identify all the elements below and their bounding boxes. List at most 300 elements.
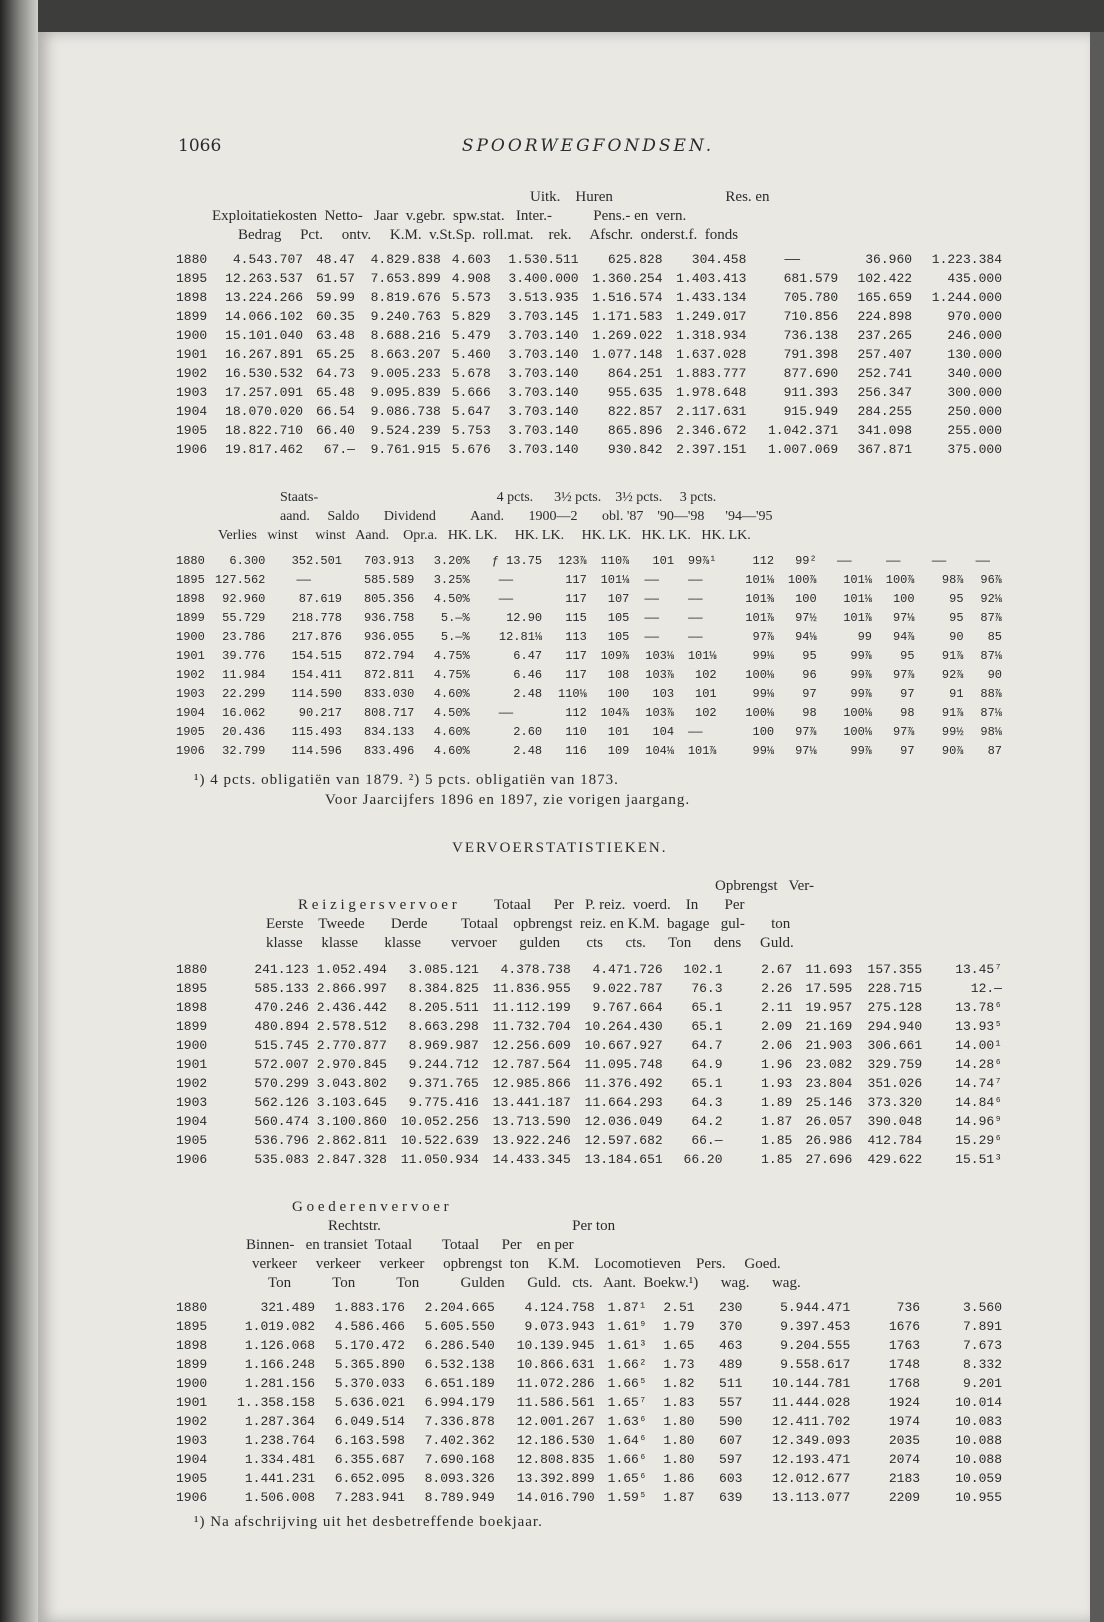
table-cell: 64.9 (691, 1057, 723, 1072)
table-cell: 2.11 (761, 1000, 793, 1015)
table-cell: 16.530.532 (225, 366, 304, 381)
table-cell: 97⅛ (892, 610, 915, 625)
table-cell: 4.586.466 (334, 1319, 405, 1334)
table-cell: 10.059 (955, 1471, 1002, 1486)
page-number: 1066 (178, 136, 222, 156)
table-cell: 15.51³ (955, 1152, 1002, 1167)
table-cell: 955.635 (607, 385, 663, 400)
table-cell: 13.441.187 (492, 1095, 571, 1110)
table-cell: 710.856 (783, 309, 839, 324)
table-cell: 8.205.511 (408, 1000, 479, 1015)
table-cell: 98 (802, 705, 817, 720)
table-cell: 92.960 (222, 591, 266, 606)
table-cell: 21.169 (805, 1019, 853, 1034)
table-cell: 1.281.156 (244, 1376, 316, 1391)
table-cell: 7.653.899 (370, 271, 441, 286)
table-cell: 9.204.555 (780, 1338, 851, 1353)
table-cell: 3.513.935 (508, 290, 579, 305)
table-cell: 97 (900, 686, 915, 701)
year-cell: 1895 (176, 572, 205, 587)
table-cell: 19.817.462 (225, 442, 304, 457)
table-cell: 834.133 (363, 724, 415, 739)
table-row (176, 1131, 1002, 1150)
table-cell: 105 (607, 610, 630, 625)
table4-header-line4: verkeer verkeer verkeer opbrengst ton K.M. Locomotieven Pers. Goed. (252, 1256, 781, 1272)
table-cell: 936.055 (363, 629, 415, 644)
year-cell: 1903 (176, 1095, 208, 1110)
year-cell: 1900 (176, 629, 205, 644)
table-cell: 97⅞ (892, 667, 915, 682)
table-row (176, 589, 1002, 608)
table-cell: 23.082 (805, 1057, 853, 1072)
table-cell: 48.47 (315, 252, 355, 267)
table-cell: 1768 (888, 1376, 921, 1391)
table-cell: 99⅞¹ (687, 553, 717, 568)
table-cell: 16.062 (222, 705, 266, 720)
table-cell: 9.767.664 (592, 1000, 663, 1015)
table-cell: 94⅛ (795, 629, 817, 644)
table-cell: 1.360.254 (592, 271, 663, 286)
table-cell: 105 (607, 629, 630, 644)
table-cell: 1.516.574 (592, 290, 663, 305)
table-cell: 1.506.008 (244, 1490, 316, 1505)
table-cell: 1763 (888, 1338, 921, 1353)
table-cell: 489 (719, 1357, 743, 1372)
table-cell: 736.138 (783, 328, 839, 343)
table-cell: 4.50% (433, 705, 470, 720)
table-row (176, 998, 1002, 1017)
table-cell: 572.007 (254, 1057, 309, 1072)
table-cell: 351.026 (867, 1076, 923, 1091)
table-cell: 4.543.707 (232, 252, 304, 267)
table-row (176, 1150, 1002, 1169)
table-cell: 1.318.934 (676, 328, 747, 343)
year-cell: 1905 (176, 724, 205, 739)
table-cell: 99⅛ (752, 648, 775, 663)
table-cell: 9.095.839 (370, 385, 441, 400)
table-cell: 109⅞ (600, 648, 630, 663)
table-cell: 11.984 (222, 667, 266, 682)
table-cell: 1.441.231 (244, 1471, 316, 1486)
table-cell: 791.398 (783, 347, 839, 362)
table-cell: 435.000 (947, 271, 1002, 286)
table-cell: 470.246 (254, 1000, 309, 1015)
table-cell: 3.560 (962, 1300, 1002, 1315)
table-cell: 911.393 (783, 385, 839, 400)
table-cell: 11.664.293 (584, 1095, 663, 1110)
table2-header-line3: Verlies winst winst Aand. Opr.a. HK. LK. HK. LK. HK. LK. HK. LK. HK. LK. (218, 528, 751, 543)
table-cell: 2.866.997 (316, 981, 387, 996)
table-cell: 10.088 (955, 1433, 1002, 1448)
table-cell: 5.944.471 (780, 1300, 851, 1315)
year-cell: 1895 (176, 1319, 208, 1334)
table-cell: 4.378.738 (500, 962, 571, 977)
table-cell: 154.515 (291, 648, 343, 663)
table-row (176, 1112, 1002, 1131)
table-cell: 110 (565, 724, 587, 739)
table-cell: 7.402.362 (424, 1433, 495, 1448)
table-cell: 110⅞ (600, 553, 630, 568)
table-cell: 375.000 (947, 442, 1002, 457)
table-cell: 18.822.710 (225, 423, 304, 438)
table-cell: 5.753 (451, 423, 491, 438)
table-cell: 1.334.481 (244, 1452, 316, 1467)
table-cell: 91⅞ (941, 648, 964, 663)
table-cell: 3.703.140 (508, 347, 579, 362)
table-cell: 17.595 (805, 981, 853, 996)
table-cell: 66.— (691, 1133, 723, 1148)
table-cell: 65.1 (691, 1076, 723, 1091)
table-cell: 1.403.413 (676, 271, 747, 286)
table-cell: 12.012.677 (772, 1471, 851, 1486)
table-cell: 87⅞ (980, 610, 1002, 625)
table-cell: 61.57 (315, 271, 355, 286)
table-cell: 100⅛ (843, 705, 873, 720)
table-cell: 101⅛ (843, 591, 873, 606)
table-cell: 65.48 (315, 385, 355, 400)
table-cell: 2.862.811 (316, 1133, 387, 1148)
table-cell: 1.93 (761, 1076, 793, 1091)
table-row (176, 1355, 1002, 1374)
table-cell: 19.957 (805, 1000, 853, 1015)
table-cell: 20.436 (222, 724, 266, 739)
table-cell: —— (644, 591, 659, 606)
table-row (176, 383, 1002, 402)
table-cell: 14.28⁶ (955, 1057, 1002, 1072)
table-cell: 230 (719, 1300, 743, 1315)
table-cell: 1.052.494 (316, 962, 387, 977)
table-cell: 11.836.955 (492, 981, 571, 996)
table-cell: 101⅛ (600, 572, 630, 587)
book-binding-edge (0, 0, 38, 1622)
table-cell: 13.224.266 (225, 290, 304, 305)
table-cell: 16.267.891 (225, 347, 304, 362)
table-cell: 294.940 (867, 1019, 923, 1034)
table-cell: 12.787.564 (492, 1057, 571, 1072)
table-cell: 85 (987, 629, 1002, 644)
table-cell: 560.474 (254, 1114, 309, 1129)
table-cell: 1.63⁶ (607, 1414, 647, 1429)
table-cell: 6.355.687 (334, 1452, 405, 1467)
section-title-vervoerstatistieken: VERVOERSTATISTIEKEN. (452, 840, 668, 856)
table-cell: 833.030 (363, 686, 415, 701)
table-cell: 60.35 (315, 309, 355, 324)
table-cell: 90⅞ (941, 743, 964, 758)
table-cell: 102 (695, 705, 717, 720)
table4-footnote: ¹) Na afschrijving uit het desbetreffende boekjaar. (194, 1514, 543, 1530)
table-cell: 15.101.040 (225, 328, 304, 343)
table-cell: 10.083 (955, 1414, 1002, 1429)
year-cell: 1906 (176, 1152, 208, 1167)
table-cell: 1.530.511 (508, 252, 579, 267)
table-cell: 21.903 (805, 1038, 853, 1053)
table-row (176, 1298, 1002, 1317)
year-cell: 1900 (176, 328, 208, 343)
table-cell: 865.896 (607, 423, 663, 438)
year-cell: 1905 (176, 423, 208, 438)
table-cell: 92⅞ (941, 667, 964, 682)
table-cell: 4.124.758 (524, 1300, 595, 1315)
table-cell: 703.913 (363, 553, 415, 568)
table-cell: 2.06 (761, 1038, 793, 1053)
table-cell: 100⅞ (885, 572, 915, 587)
table-cell: —— (644, 572, 659, 587)
table-cell: 11.693 (805, 962, 853, 977)
table-cell: 5.—% (440, 610, 470, 625)
table-cell: 705.780 (783, 290, 839, 305)
table-cell: 67.— (323, 442, 355, 457)
table-cell: 9.240.763 (370, 309, 441, 324)
table-cell: 90 (949, 629, 964, 644)
table-cell: 241.123 (254, 962, 309, 977)
table-cell: 100 (795, 591, 817, 606)
table-cell: 9.397.453 (780, 1319, 851, 1334)
table4-header-line5: Ton Ton Ton Gulden Guld. cts. Aant. Boekw.¹) wag. wag. (268, 1275, 801, 1291)
table-cell: 11.732.704 (492, 1019, 571, 1034)
table-cell: 99 (857, 629, 873, 644)
table-cell: 123⅞ (558, 553, 587, 568)
year-cell: 1904 (176, 1114, 208, 1129)
table-cell: 12.81⅛ (498, 629, 543, 644)
table-cell: 1.65⁷ (607, 1395, 647, 1410)
table-cell: 10.522.639 (400, 1133, 479, 1148)
table-cell: 9.022.787 (592, 981, 663, 996)
table-cell: 117 (565, 648, 587, 663)
table-cell: 1.87¹ (607, 1300, 647, 1315)
table-cell: 1748 (888, 1357, 921, 1372)
year-cell: 1899 (176, 610, 205, 625)
table-cell: 10.088 (955, 1452, 1002, 1467)
table-cell: 17.257.091 (225, 385, 304, 400)
table-cell: 1.82 (663, 1376, 695, 1391)
table-cell: 104 (652, 724, 675, 739)
table-cell: 2.436.442 (316, 1000, 387, 1015)
table-cell: —— (688, 724, 703, 739)
table-cell: 6.532.138 (424, 1357, 495, 1372)
table-cell: 26.986 (805, 1133, 853, 1148)
table2-footnote2: Voor Jaarcijfers 1896 en 1897, zie vorigen jaargang. (325, 792, 691, 808)
table-cell: 557 (719, 1395, 743, 1410)
table-cell: 3.100.860 (316, 1114, 387, 1129)
table-cell: 101 (652, 553, 675, 568)
table-cell: 1.86 (663, 1471, 695, 1486)
table-cell: 9.244.712 (408, 1057, 479, 1072)
table-row (176, 608, 1002, 627)
table-cell: 99⅞ (850, 686, 873, 701)
table-cell: 1.042.371 (768, 423, 839, 438)
table-cell: 6.163.598 (334, 1433, 405, 1448)
table2-header-line1: Staats- 4 pcts. 3½ pcts. 3½ pcts. 3 pcts. (280, 490, 717, 505)
table-cell: 8.819.676 (370, 290, 441, 305)
table-cell: 341.098 (857, 423, 913, 438)
table-cell: 12.263.537 (225, 271, 304, 286)
table-cell: 1.87 (663, 1490, 695, 1505)
table-goederenvervoer (176, 1298, 1002, 1507)
year-cell: 1898 (176, 1338, 208, 1353)
table-cell: 340.000 (947, 366, 1002, 381)
table-row (176, 440, 1002, 459)
table-cell: 808.717 (363, 705, 415, 720)
table-cell: 284.255 (857, 404, 913, 419)
table-cell: 114.596 (291, 743, 343, 758)
year-cell: 1898 (176, 591, 205, 606)
table1-header-line3: Bedrag Pct. ontv. K.M. v.St.Sp. roll.mat. rek. Afschr. onderst.f. fonds (238, 227, 739, 243)
table-cell: 10.139.945 (516, 1338, 595, 1353)
table-cell: 2.770.877 (316, 1038, 387, 1053)
table-cell: 5.460 (451, 347, 491, 362)
table-row (176, 250, 1002, 269)
table-cell: 102 (695, 667, 717, 682)
table-cell: 6.652.095 (334, 1471, 405, 1486)
table-cell: 2035 (888, 1433, 921, 1448)
table-cell: 3.703.145 (508, 309, 579, 324)
table-cell: 13.93⁵ (955, 1019, 1002, 1034)
year-cell: 1899 (176, 1019, 208, 1034)
table-row (176, 1317, 1002, 1336)
table-cell: 39.776 (222, 648, 266, 663)
table1-header-line1: Uitk. Huren Res. en (530, 189, 770, 205)
table-cell: 14.066.102 (225, 309, 304, 324)
table-cell: 625.828 (607, 252, 663, 267)
table-cell: 7.283.941 (334, 1490, 405, 1505)
table-cell: 9.201 (962, 1376, 1002, 1391)
table-dividend-courses (176, 551, 1002, 760)
table4-header-line2: Rechtstr. Per ton (328, 1218, 616, 1234)
table-row (176, 684, 1002, 703)
table-cell: —— (931, 553, 947, 568)
table-cell: 101⅞ (843, 610, 873, 625)
table-cell: 97⅞ (892, 724, 915, 739)
table-cell: 1.883.777 (676, 366, 747, 381)
table-cell: 872.811 (363, 667, 415, 682)
table-cell: 11.095.748 (584, 1057, 663, 1072)
table-cell: 32.799 (222, 743, 266, 758)
table-row (176, 345, 1002, 364)
table-cell: 11.112.199 (492, 1000, 571, 1015)
table-cell: 87.619 (298, 591, 343, 606)
table-cell: 585.589 (363, 572, 415, 587)
table-cell: 88⅞ (980, 686, 1002, 701)
table-cell: 99½ (941, 724, 964, 739)
table-cell: 3.25% (433, 572, 470, 587)
table-cell: 27.696 (805, 1152, 853, 1167)
table-cell: 2.67 (761, 962, 793, 977)
table-cell: —— (296, 572, 311, 587)
table-cell: 100⅛ (745, 705, 775, 720)
table-row (176, 326, 1002, 345)
table-cell: 1.007.069 (768, 442, 839, 457)
table-cell: 102.422 (857, 271, 913, 286)
year-cell: 1900 (176, 1038, 208, 1053)
table-cell: 2074 (888, 1452, 921, 1467)
table3-header-line3: Eerste Tweede Derde Totaal opbrengst reiz. en K.M. bagage gul- ton (266, 916, 791, 932)
table-cell: 6.049.514 (334, 1414, 405, 1429)
table-cell: 87⅛ (980, 648, 1002, 663)
table-cell: 5.676 (451, 442, 491, 457)
table-cell: 4.908 (451, 271, 491, 286)
table-cell: 864.251 (607, 366, 663, 381)
table-row (176, 288, 1002, 307)
table-row (176, 570, 1002, 589)
table-cell: 104⅛ (645, 743, 675, 758)
table-cell: 8.663.298 (408, 1019, 479, 1034)
table-cell: 3.20% (433, 553, 470, 568)
year-cell: 1901 (176, 347, 208, 362)
table-cell: 1.883.176 (334, 1300, 405, 1315)
table-cell: 96⅞ (980, 572, 1002, 587)
table-cell: —— (688, 572, 703, 587)
table-cell: 10.866.631 (516, 1357, 595, 1372)
year-cell: 1901 (176, 648, 205, 663)
table-row (176, 269, 1002, 288)
table-cell: 13.713.590 (492, 1114, 571, 1129)
table-cell: 275.128 (867, 1000, 923, 1015)
table-cell: 5.605.550 (424, 1319, 495, 1334)
table-cell: 1.287.364 (244, 1414, 316, 1429)
year-cell: 1899 (176, 309, 208, 324)
table-row (176, 1036, 1002, 1055)
table-cell: 805.356 (363, 591, 415, 606)
table-cell: 103⅞ (645, 705, 675, 720)
table-cell: 4.471.726 (592, 962, 663, 977)
table-cell: 5.—% (440, 629, 470, 644)
table-cell: 154.411 (291, 667, 343, 682)
table-cell: 12.— (970, 981, 1002, 996)
table-cell: 570.299 (254, 1076, 309, 1091)
table-cell: 8.969.987 (408, 1038, 479, 1053)
table-cell: 5.666 (451, 385, 491, 400)
page-header (178, 136, 998, 162)
table-cell: 23.786 (222, 629, 266, 644)
table-cell: 8.093.326 (424, 1471, 495, 1486)
table-cell: 1.89 (761, 1095, 793, 1110)
table-cell: 63.48 (315, 328, 355, 343)
table-cell: 101⅛ (687, 648, 717, 663)
table-cell: 107 (607, 591, 630, 606)
table-cell: 91 (949, 686, 964, 701)
table-cell: 26.057 (805, 1114, 853, 1129)
table-cell: 14.74⁷ (955, 1076, 1002, 1091)
table-row (176, 979, 1002, 998)
table-cell: 1.64⁶ (607, 1433, 647, 1448)
table-cell: 36.960 (865, 252, 913, 267)
table-cell: 3.703.140 (508, 404, 579, 419)
table-cell: 2.26 (761, 981, 793, 996)
table-cell: 237.265 (857, 328, 913, 343)
table-cell: —— (784, 252, 801, 267)
table-cell: 1.637.028 (676, 347, 747, 362)
table-cell: 97⅞ (752, 629, 775, 644)
table-cell: 1.66² (607, 1357, 647, 1372)
table-cell: 95 (949, 610, 964, 625)
table-cell: 65.25 (315, 347, 355, 362)
table-cell: 300.000 (947, 385, 1002, 400)
table-reizigersvervoer (176, 960, 1002, 1169)
table-cell: 66.20 (683, 1152, 723, 1167)
year-cell: 1905 (176, 1133, 208, 1148)
table-cell: 98⅛ (980, 724, 1002, 739)
table-cell: 12.001.267 (516, 1414, 595, 1429)
table-cell: 157.355 (867, 962, 923, 977)
table-cell: 4.60% (433, 686, 470, 701)
table-cell: 4.60% (433, 724, 470, 739)
table-cell: 10.052.256 (400, 1114, 479, 1129)
table-row (176, 1393, 1002, 1412)
table-cell: 11.376.492 (584, 1076, 663, 1091)
table-cell: 1.87 (761, 1114, 793, 1129)
table-cell: 250.000 (947, 404, 1002, 419)
table-cell: 94⅞ (892, 629, 915, 644)
